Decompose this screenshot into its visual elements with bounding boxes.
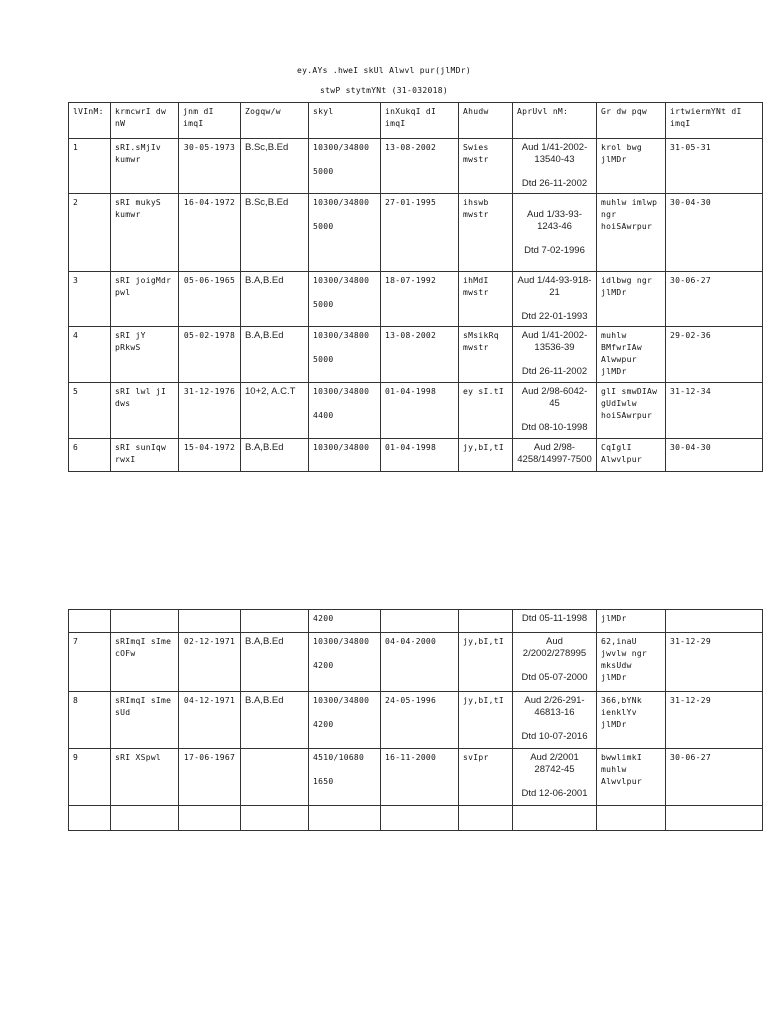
table-cell: ey sI.tI <box>459 383 513 439</box>
table-row <box>69 749 763 806</box>
table-cell: B.A,B.Ed <box>241 692 309 749</box>
table-cell: ihswb mwstr <box>459 194 513 272</box>
table-cell <box>69 806 111 831</box>
table-cell: svIpr <box>459 749 513 806</box>
table-cell: B.Sc,B.Ed <box>241 194 309 272</box>
table-cell <box>459 610 513 633</box>
table-cell <box>179 610 241 633</box>
table-cell: 10300/34800 <box>309 439 381 472</box>
staff-table-page-1 <box>68 102 763 472</box>
table-cell: sRI.sMjIv kumwr <box>111 139 179 194</box>
table-cell: 30-04-30 <box>666 439 763 472</box>
table-cell: Aud 2/2002/278995 Dtd 05-07-2000 <box>513 633 597 692</box>
table-cell: 30-04-30 <box>666 194 763 272</box>
table-row <box>69 383 763 439</box>
table-cell: Aud 1/33-93-1243-46 Dtd 7-02-1996 <box>513 194 597 272</box>
column-header: inXukqI dI imqI <box>381 103 459 139</box>
table-cell <box>241 806 309 831</box>
table-cell: sRI sunIqw rwxI <box>111 439 179 472</box>
table-header-row <box>69 103 763 139</box>
table-cell: idlbwg ngr jlMDr <box>597 272 666 327</box>
column-header: lVInM: <box>69 103 111 139</box>
table-row <box>69 272 763 327</box>
document-title: ey.AYs .hweI skUl Alwvl pur(jlMDr) <box>297 66 471 75</box>
table-cell: sRI joigMdr pwl <box>111 272 179 327</box>
column-header: irtwiermYNt dI imqI <box>666 103 763 139</box>
table-cell: B.Sc,B.Ed <box>241 139 309 194</box>
table-cell <box>111 610 179 633</box>
table-cell <box>309 806 381 831</box>
table-cell <box>69 610 111 633</box>
table-cell: 13-08-2002 <box>381 139 459 194</box>
table-row <box>69 139 763 194</box>
table-cell: 30-06-27 <box>666 749 763 806</box>
table-cell: sRI jY pRkwS <box>111 327 179 383</box>
table-cell: 10300/34800 4400 <box>309 383 381 439</box>
table-cell: 02-12-1971 <box>179 633 241 692</box>
table-cell: 366,bYNk ienklYv jlMDr <box>597 692 666 749</box>
table-cell: sRI lwl jI dws <box>111 383 179 439</box>
column-header: Gr dw pqw <box>597 103 666 139</box>
table-cell: jlMDr <box>597 610 666 633</box>
table-cell: 30-05-1973 <box>179 139 241 194</box>
table-cell: 7 <box>69 633 111 692</box>
staff-table-page-2 <box>68 609 763 831</box>
table-cell <box>513 806 597 831</box>
table-cell: 10300/34800 4200 <box>309 692 381 749</box>
table-cell: 10300/34800 5000 <box>309 272 381 327</box>
table-cell <box>666 806 763 831</box>
table-cell: Aud 2/98-4258/14997-7500 <box>513 439 597 472</box>
table-cell: 04-12-1971 <box>179 692 241 749</box>
table-cell: 9 <box>69 749 111 806</box>
table-cell: sRI mukyS kumwr <box>111 194 179 272</box>
table-cell: 2 <box>69 194 111 272</box>
table-cell: Swies mwstr <box>459 139 513 194</box>
table-cell <box>111 806 179 831</box>
table-cell: Aud 1/41-2002-13536-39 Dtd 26-11-2002 <box>513 327 597 383</box>
table-cell: 17-06-1967 <box>179 749 241 806</box>
table-row <box>69 194 763 272</box>
table-cell: 31-12-29 <box>666 692 763 749</box>
column-header: Ahudw <box>459 103 513 139</box>
table-cell: 31-12-34 <box>666 383 763 439</box>
table-row <box>69 692 763 749</box>
table-cell: 27-01-1995 <box>381 194 459 272</box>
table-cell: Aud 1/44-93-918-21 Dtd 22-01-1993 <box>513 272 597 327</box>
table-cell: sRImqI sIme cOFw <box>111 633 179 692</box>
table-cell: 10300/34800 5000 <box>309 194 381 272</box>
table-cell: Dtd 05-11-1998 <box>513 610 597 633</box>
table-cell: 5 <box>69 383 111 439</box>
table-cell <box>381 806 459 831</box>
table-cell: sRI XSpwl <box>111 749 179 806</box>
table-cell: 62,inaU jwvlw ngr mksUdw jlMDr <box>597 633 666 692</box>
table-cell: 29-02-36 <box>666 327 763 383</box>
table-cell: 4510/10680 1650 <box>309 749 381 806</box>
table-cell: B.A,B.Ed <box>241 439 309 472</box>
table-cell: 31-12-1976 <box>179 383 241 439</box>
table-cell: krol bwg jlMDr <box>597 139 666 194</box>
table-cell <box>179 806 241 831</box>
column-header: skyl <box>309 103 381 139</box>
table-cell: 16-11-2000 <box>381 749 459 806</box>
table-cell: jy,bI,tI <box>459 633 513 692</box>
table-cell: 24-05-1996 <box>381 692 459 749</box>
table-cell: 18-07-1992 <box>381 272 459 327</box>
table-cell: 31-05-31 <box>666 139 763 194</box>
table-cell: bwwlimkI muhlw Alwvlpur <box>597 749 666 806</box>
table-cell: 05-02-1978 <box>179 327 241 383</box>
table-cell <box>459 806 513 831</box>
table-cell: 13-08-2002 <box>381 327 459 383</box>
column-header: Zogqw/w <box>241 103 309 139</box>
table-cell: 1 <box>69 139 111 194</box>
table-cell: 16-04-1972 <box>179 194 241 272</box>
table-cell: 15-04-1972 <box>179 439 241 472</box>
table-cell: muhlw imlwp ngr hoiSAwrpur <box>597 194 666 272</box>
document-subtitle: stwP stytmYNt (31-032018) <box>320 86 448 95</box>
table-cell: muhlw BMfwrIAw Alwwpur jlMDr <box>597 327 666 383</box>
table-row <box>69 439 763 472</box>
table-cell: Aud 2/2001 28742-45 Dtd 12-06-2001 <box>513 749 597 806</box>
table-cell: 10300/34800 4200 <box>309 633 381 692</box>
table-cell: jy,bI,tI <box>459 439 513 472</box>
table-cell: 10+2, A.C.T <box>241 383 309 439</box>
table-cell: 8 <box>69 692 111 749</box>
table-cell: 4 <box>69 327 111 383</box>
column-header: jnm dI imqI <box>179 103 241 139</box>
table-cell: B.A,B.Ed <box>241 633 309 692</box>
table-cell: 6 <box>69 439 111 472</box>
table-cell: Aud 2/98-6042-45 Dtd 08-10-1998 <box>513 383 597 439</box>
table-cell: 31-12-29 <box>666 633 763 692</box>
table-cell: jy,bI,tI <box>459 692 513 749</box>
table-cell: 05-06-1965 <box>179 272 241 327</box>
column-header: AprUvl nM: <box>513 103 597 139</box>
table-cell <box>241 610 309 633</box>
table-cell: 01-04-1998 <box>381 383 459 439</box>
table-cell <box>381 610 459 633</box>
table-cell: glI smwDIAw gUdIwlw hoiSAwrpur <box>597 383 666 439</box>
table-cell <box>666 610 763 633</box>
table-cell: B.A,B.Ed <box>241 272 309 327</box>
table-cell: 30-06-27 <box>666 272 763 327</box>
table-cell: ihMdI mwstr <box>459 272 513 327</box>
table-cell: CqIglI Alwvlpur <box>597 439 666 472</box>
table-cell: 3 <box>69 272 111 327</box>
table-cell: Aud 2/26-291-46813-16 Dtd 10-07-2016 <box>513 692 597 749</box>
table-cell: sMsikRq mwstr <box>459 327 513 383</box>
table-row <box>69 327 763 383</box>
table-cell: Aud 1/41-2002-13540-43 Dtd 26-11-2002 <box>513 139 597 194</box>
column-header: krmcwrI dw nW <box>111 103 179 139</box>
table-row <box>69 610 763 633</box>
table-row <box>69 806 763 831</box>
table-cell <box>597 806 666 831</box>
table-cell: 04-04-2000 <box>381 633 459 692</box>
table-cell: 01-04-1998 <box>381 439 459 472</box>
table-cell: sRImqI sIme sUd <box>111 692 179 749</box>
table-row <box>69 633 763 692</box>
table-cell: 4200 <box>309 610 381 633</box>
table-cell <box>241 749 309 806</box>
table-cell: 10300/34800 5000 <box>309 139 381 194</box>
table-cell: B.A,B.Ed <box>241 327 309 383</box>
table-cell: 10300/34800 5000 <box>309 327 381 383</box>
